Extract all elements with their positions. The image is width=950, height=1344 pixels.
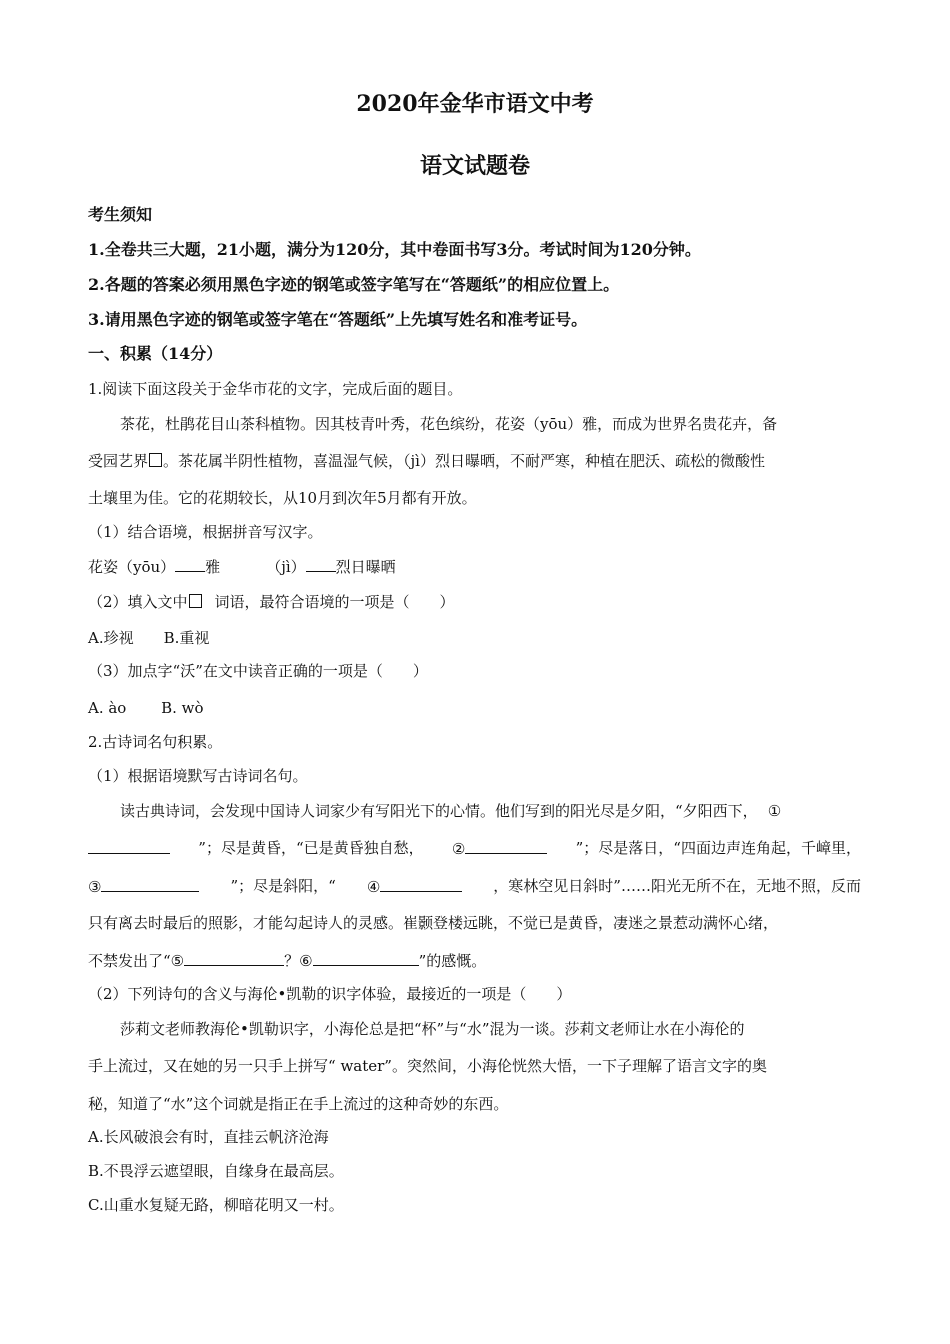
- q2-passage-line-4: 只有离去时最后的照影，才能勾起诗人的灵感。崔颢登楼远眺，不觉已是黄昏，凄迷之景惹动满怀心绪，: [88, 914, 779, 932]
- answer-blank[interactable]: [313, 950, 419, 966]
- notice-item-1: 1.全卷共三大题，21小题，满分为120分，其中卷面书写3分。考试时间为120分钟。: [88, 240, 701, 259]
- q2-passage-line-3: ③ ”；尽是斜阳，“ ④ ，寒林空见日斜时”……阳光无所不在，无地不照，反而: [88, 877, 861, 896]
- notice-heading: 考生须知: [88, 205, 153, 224]
- q2-sub2-prompt: （2）下列诗句的含义与海伦•凯勒的识字体验，最接近的一项是（ ）: [88, 985, 572, 1003]
- q1-sub2-options: A.珍视 B.重视: [88, 629, 210, 647]
- blank-square: [149, 453, 162, 467]
- notice-item-2: 2.各题的答案必须用黑色字迹的钢笔或签字笔写在“答题纸”的相应位置上。: [88, 275, 620, 294]
- q1-passage-line-2: 受园艺界 。茶花属半阴性植物，喜温湿气候，（jì）烈日曝晒，不耐严寒，种植在肥沃、疏松的微酸性: [88, 452, 765, 470]
- answer-blank[interactable]: [101, 876, 199, 892]
- notice-item-3: 3.请用黑色字迹的钢笔或签字笔在“答题纸”上先填写姓名和准考证号。: [88, 310, 588, 329]
- answer-blank[interactable]: [465, 838, 547, 854]
- q2-option-c: C.山重水复疑无路，柳暗花明又一村。: [88, 1196, 344, 1214]
- question-2-stem: 2.古诗词名句积累。: [88, 733, 223, 751]
- q2-story-line-2: 手上流过，又在她的另一只手上拼写“ water”。突然间，小海伦恍然大悟，一下子理解了语言文字的奥: [88, 1057, 767, 1075]
- q1-sub2-prompt: （2）填入文中 词语，最符合语境的一项是（ ）: [88, 593, 455, 611]
- exam-subtitle: 语文试题卷: [419, 153, 530, 179]
- q2-passage-line-2: ”；尽是黄昏，“已是黄昏独自愁， ② ”；尽是落日，“四面边声连角起，千嶂里，: [88, 838, 861, 859]
- q2-sub1-prompt: （1）根据语境默写古诗词名句。: [88, 767, 308, 785]
- q2-option-b: B.不畏浮云遮望眼，自缘身在最高层。: [88, 1162, 344, 1180]
- answer-blank[interactable]: [380, 876, 462, 892]
- question-1-stem: 1.阅读下面这段关于金华市花的文字，完成后面的题目。: [88, 380, 463, 398]
- q2-option-a: A.长风破浪会有时，直挂云帆济沧海: [88, 1128, 329, 1146]
- section-heading: 一、积累（14分）: [88, 344, 223, 363]
- q1-sub3-options: A. ào B. wò: [88, 699, 204, 717]
- exam-title: 2020年金华市语文中考: [356, 91, 594, 117]
- q1-passage-line-3: 土壤里为佳。它的花期较长，从10月到次年5月都有开放。: [88, 489, 477, 507]
- answer-blank[interactable]: [175, 556, 205, 572]
- q1-passage-line-1: 茶花，杜鹃花目山茶科植物。因其枝青叶秀，花色缤纷，花姿（yōu）雅，而成为世界名贵花卉，备: [120, 415, 778, 433]
- q2-story-line-3: 秘，知道了“水”这个词就是指正在手上流过的这种奇妙的东西。: [88, 1095, 509, 1113]
- q1-sub1-prompt: （1）结合语境，根据拼音写汉字。: [88, 523, 323, 541]
- q1-sub1-answers: 花姿（yōu） 雅 （jì） 烈日曝晒: [88, 558, 396, 576]
- answer-blank[interactable]: [184, 950, 284, 966]
- q2-passage-line-5: 不禁发出了“⑤ ？⑥ ”的感慨。: [88, 952, 487, 970]
- answer-blank[interactable]: [306, 556, 336, 572]
- blank-square: [189, 594, 202, 608]
- q2-story-line-1: 莎莉文老师教海伦•凯勒识字，小海伦总是把“杯”与“水”混为一谈。莎莉文老师让水在小海伦的: [120, 1020, 745, 1038]
- answer-blank[interactable]: [88, 838, 170, 854]
- q2-passage-line-1: 读古典诗词，会发现中国诗人词家少有写阳光下的心情。他们写到的阳光尽是夕阳，“夕阳西下， ①: [120, 802, 782, 820]
- q1-sub3-prompt: （3）加点字“沃”在文中读音正确的一项是（ ）: [88, 662, 428, 680]
